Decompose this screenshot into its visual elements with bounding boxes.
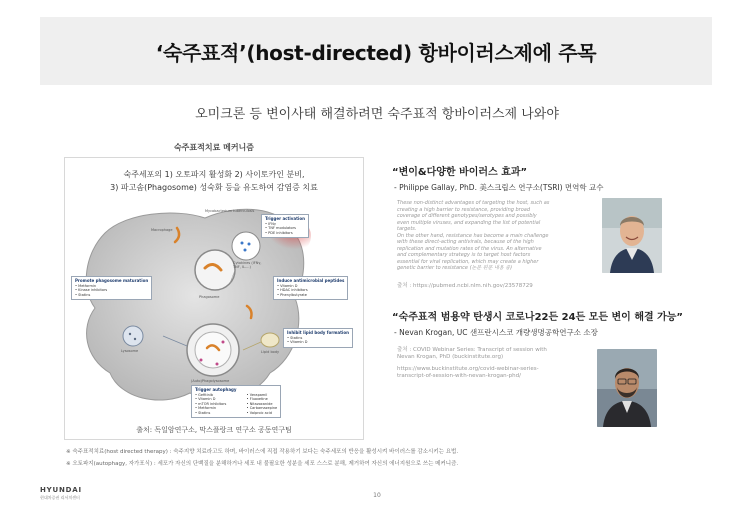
photo-philippe-gallay (602, 198, 662, 273)
label-lipid-body: Lipid body (261, 350, 280, 354)
label-phagosome: Phagosome (199, 295, 220, 299)
title-bar (40, 17, 712, 85)
portrait-2-icon (597, 349, 657, 427)
label-cytokines: Cytokines (IFNγ, TNF, IL-...) (233, 261, 262, 269)
mechanism-figure (64, 157, 364, 440)
quote1-excerpt: These non-distinct advantages of targeting the host, such as creating a high barrier to resistance, providing broad coverage of different genotypes/serotypes and possibly even multiple viruses, and expanding the list of potential targets. On the other hand, resistance has become a main challenge with these direct-acting antivirals, because of the high replication and mutation rates of the virus. An alternative and complementary strategy is to target host factors essential for viral replication, which may create a higher genetic barrier to resistance (논문 원문 내용 중) (397, 200, 550, 271)
quote2-source: 출처 : COVID Webinar Series: Transcript of session with Nevan Krogan, PhD (buckinstitute.org) https://www.buckinstitute.org/covid-webinar-series- transcript-of-session-with-nevan-krogan-phd/ (397, 347, 547, 379)
label-autophagolysosome: (Auto)Phagolysosome (191, 379, 230, 383)
label-mycobacterium: Mycobacterium tuberculosis (205, 209, 255, 213)
box-phagosome-maturation: Promote phagosome maturation • Metformin • Kinase inhibitors • Statins (71, 276, 152, 300)
footnote-host-directed-therapy: ※ 숙주표적치료(host directed therapy) : 숙주지향 치료라고도 하며, 바이러스에 직접 작용하기 보다는 숙주세포의 반응을 활성시켜 바이러스를 감소시키는 요법. (66, 449, 459, 455)
footnote-autophagy: ※ 오토파지(autophagy, 자가포식) : 세포가 자신의 단백질을 분해하거나 세포 내 불필요한 성분을 세포 스스로 분해, 제거하여 자신의 에너지원으로 쓰는 메커니즘. (66, 461, 459, 467)
quote2-attribution: - Nevan Krogan, UC 샌프란시스코 개량생명공학연구소 소장 (394, 328, 598, 337)
subtitle: 오미크론 등 변이사태 해결하려면 숙주표적 항바이러스제 나와야 (195, 107, 559, 122)
photo-nevan-krogan (597, 349, 657, 427)
lipid-body-vesicle (261, 333, 279, 347)
phagosome-vesicle (195, 250, 235, 290)
lysosome-vesicle (123, 326, 143, 346)
box-lipid-body-formation: Inhibit lipid body formation • Statins • Vitamin D (283, 328, 353, 348)
label-macrophage: Macrophage (151, 228, 173, 232)
quote2-headline: “숙주표적 범용약 탄생시 코로나22든 24든 모든 변이 해결 가능” (392, 312, 684, 323)
box-trigger-activation: Trigger activation • IFNγ • TNF modulators • PDE inhibitors (261, 214, 309, 238)
page-title: ‘숙주표적’(host-directed) 항바이러스제에 주목 (155, 40, 597, 65)
portrait-1-icon (602, 198, 662, 273)
company-logo: HYUNDAI 현대차증권 리서치센터 (40, 486, 82, 500)
figure-title: 숙주표적치료 메커니즘 (173, 143, 255, 152)
label-lysosome: Lysosome (121, 349, 139, 353)
box-trigger-autophagy: Trigger autophagy • Gefitinib • Vitamin D • mTOR inhibitors • Metformin • Statins • Verapamil • Fluoxetine • Nitazoxanide • Carbamazepine • Valproic acid (191, 385, 281, 418)
page-number: 10 (373, 492, 381, 499)
quote1-attribution: - Philippe Gallay, PhD. 美스크립스 연구소(TSRI) 면역학 교수 (394, 183, 604, 192)
box-antimicrobial-peptides: Induce antimicrobial peptides • Vitamin D • HDAC inhibitors • Phenylbutyrate (273, 276, 348, 300)
quote1-source: 출처 : https://pubmed.ncbi.nlm.nih.gov/23578729 (397, 283, 533, 289)
figure-caption: 숙주세포의 1) 오토파지 활성화 2) 사이토카인 분비, 3) 파고솜(Phagosome) 성숙화 등을 유도하여 감염증 치료 (110, 170, 318, 192)
figure-source: 출처: 독일암연구소, 막스플랑크 연구소 공동연구팀 (136, 426, 292, 434)
quote1-headline: “변이&다양한 바이러스 효과” (392, 167, 528, 178)
